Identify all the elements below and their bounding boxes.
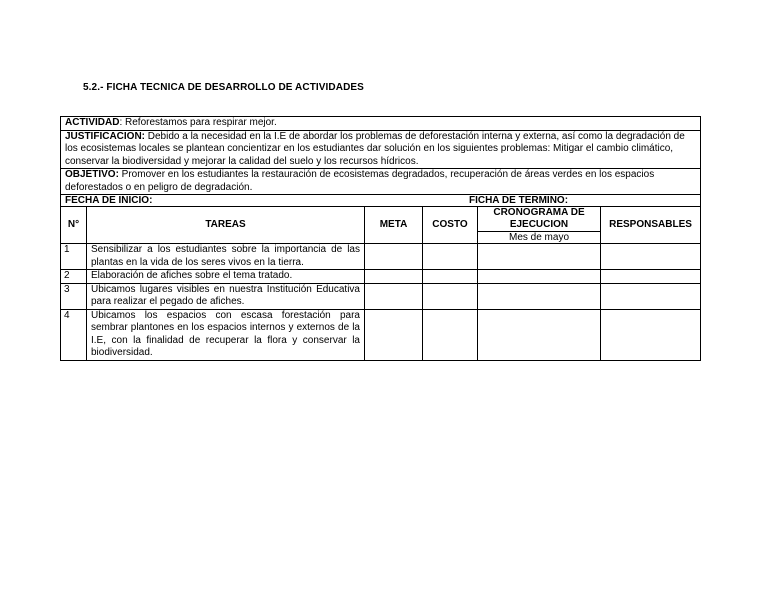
page-title: 5.2.- FICHA TECNICA DE DESARROLLO DE ACTIVIDADES xyxy=(83,82,364,93)
row-num: 2 xyxy=(61,270,87,284)
col-header-cronograma: CRONOGRAMA DE EJECUCION xyxy=(478,207,601,232)
row-num: 4 xyxy=(61,309,87,360)
row-tarea: Sensibilizar a los estudiantes sobre la importancia de las plantas en la vida de los seres vivos en la tierra. xyxy=(87,244,365,270)
actividad-row xyxy=(61,117,701,131)
objetivo-value: Promover en los estudiantes la restauración de ecosistemas degradados, recuperación de áreas verdes en los espacios deforestados o en peligro de degradación. xyxy=(65,169,655,193)
objetivo-label: OBJETIVO: xyxy=(65,169,119,180)
row-cronograma xyxy=(478,309,601,360)
column-header-row xyxy=(61,207,701,232)
row-responsables xyxy=(601,309,701,360)
row-meta xyxy=(365,244,423,270)
row-responsables xyxy=(601,270,701,284)
row-cronograma xyxy=(478,244,601,270)
row-num: 1 xyxy=(61,244,87,270)
actividad-label: ACTIVIDAD xyxy=(65,117,120,128)
actividad-value: : Reforestamos para respirar mejor. xyxy=(119,117,277,128)
fecha-termino-label: FICHA DE TERMINO: xyxy=(468,195,569,206)
table-row xyxy=(61,283,701,309)
actividad-cell xyxy=(61,117,701,131)
objetivo-cell xyxy=(61,169,701,195)
row-tarea: Elaboración de afiches sobre el tema tratado. xyxy=(87,270,365,284)
row-meta xyxy=(365,309,423,360)
table-row xyxy=(61,309,701,360)
justificacion-row xyxy=(61,130,701,169)
col-header-num: N° xyxy=(61,207,87,244)
row-costo xyxy=(423,270,478,284)
table-row xyxy=(61,244,701,270)
activity-sheet-table xyxy=(60,116,701,361)
justificacion-cell xyxy=(61,130,701,169)
col-header-tareas: TAREAS xyxy=(87,207,365,244)
row-meta xyxy=(365,270,423,284)
row-tarea: Ubicamos los espacios con escasa forestación para sembrar plantones en los espacios internos y externos de la I.E, con la finalidad de recuperar la flora y conservar la biodiversidad. xyxy=(87,309,365,360)
row-cronograma xyxy=(478,270,601,284)
col-header-responsables: RESPONSABLES xyxy=(601,207,701,244)
row-tarea: Ubicamos lugares visibles en nuestra Institución Educativa para realizar el pegado de afiches. xyxy=(87,283,365,309)
row-cronograma xyxy=(478,283,601,309)
row-responsables xyxy=(601,244,701,270)
fecha-row xyxy=(61,195,701,207)
fecha-cell xyxy=(61,195,701,207)
col-header-costo: COSTO xyxy=(423,207,478,244)
row-num: 3 xyxy=(61,283,87,309)
justificacion-value: Debido a la necesidad en la I.E de abordar los problemas de deforestación interna y externa, así como la degradación de los ecosistemas locales se plantean concientizar en los estudiantes dar solución en los siguientes problemas: Mitigar el cambio climático, conservar la biodiversidad y mejorar la calidad del suelo y los recursos hídricos. xyxy=(65,130,685,167)
row-responsables xyxy=(601,283,701,309)
row-meta xyxy=(365,283,423,309)
objetivo-row xyxy=(61,169,701,195)
table-row xyxy=(61,270,701,284)
justificacion-label: JUSTIFICACION: xyxy=(65,130,145,142)
col-header-meta: META xyxy=(365,207,423,244)
row-costo xyxy=(423,244,478,270)
row-costo xyxy=(423,309,478,360)
row-costo xyxy=(423,283,478,309)
fecha-inicio-label: FECHA DE INICIO: xyxy=(65,195,153,206)
col-subheader-mes: Mes de mayo xyxy=(478,232,601,244)
